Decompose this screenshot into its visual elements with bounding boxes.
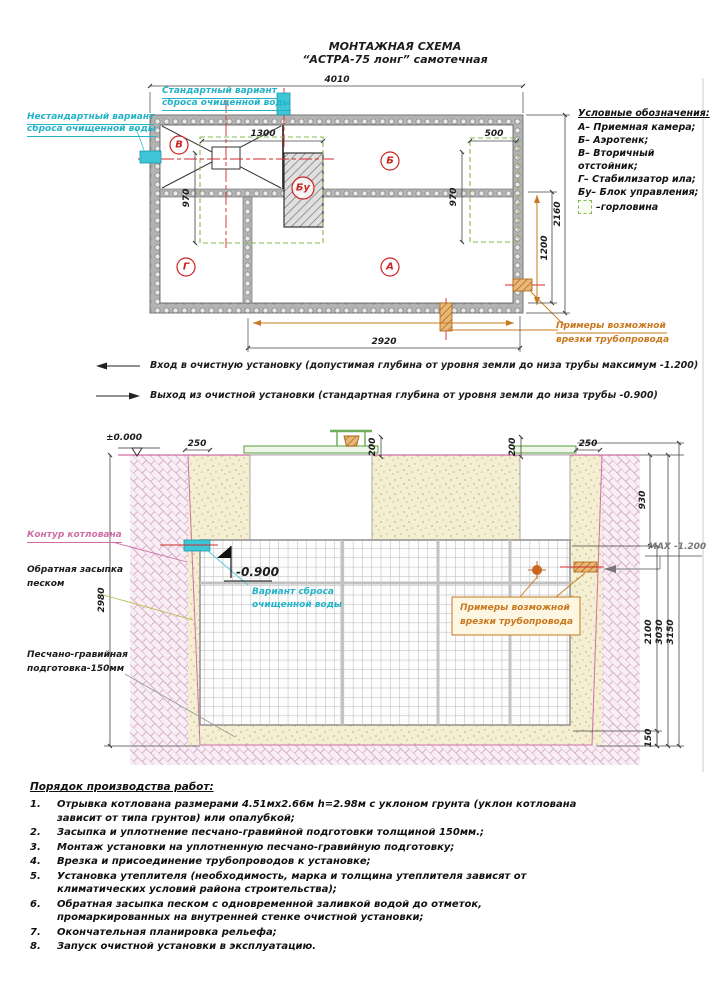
zone-label-v: В: [175, 139, 183, 151]
dim-2920: 2920: [371, 337, 397, 347]
bed-label-line1: Песчано-гравийная: [27, 650, 128, 660]
procedure-item: 6. Обратная засыпка песком с одновременной заливкой водой до отметок, промаркированных на внутренней стенке очистной установки;: [30, 898, 482, 923]
legend: [578, 107, 716, 214]
procedure-item: 4. Врезка и присоединение трубопроводов к установке;: [30, 856, 371, 867]
zone-label-b: Б: [386, 155, 394, 167]
section-view: [97, 431, 702, 765]
legend-title: Условные обозначения:: [578, 108, 710, 119]
procedure-item: 1. Отрывка котлована размерами 4.51мх2.66м h=2.98м с уклоном грунта (уклон котлована зависит от типа грунтов) или опалубкой;: [30, 799, 577, 824]
plan-tapping-label-line1: Примеры возможной: [556, 321, 666, 331]
discharge-option-label-line2: очищенной воды: [252, 600, 343, 610]
dim-200-b: 200: [508, 437, 519, 457]
standard-discharge-label-line1: Стандартный вариант: [162, 87, 277, 99]
pit-contour-label: Контур котлована: [27, 531, 122, 543]
dim-200-a: 200: [368, 437, 379, 457]
sheet-title-line1: МОНТАЖНАЯ СХЕМА: [328, 40, 462, 53]
dim-930: 930: [638, 490, 649, 510]
bed-label-line2: подготовка-150мм: [27, 664, 125, 674]
procedure-item: 8. Запуск очистной установки в эксплуатацию.: [30, 941, 317, 952]
dim-1200: 1200: [540, 235, 551, 261]
section-tapping-label-line2: врезки трубопровода: [460, 617, 574, 627]
level-zero: ±0.000: [106, 433, 143, 443]
dim-970-left: 970: [182, 188, 193, 208]
level-out: -0.900: [236, 565, 279, 579]
legend-item: Бу– Блок управления;: [578, 187, 699, 198]
inlet-note: Вход в очистную установку (допустимая глубина от уровня земли до низа трубы максимум -1.200): [150, 360, 699, 371]
dim-4010: 4010: [324, 75, 350, 85]
legend-item: Г– Стабилизатор ила;: [578, 174, 696, 185]
level-max: MAX -1.200: [648, 542, 707, 552]
discharge-option-label-line1: Вариант сброса: [252, 587, 334, 597]
dim-500: 500: [484, 129, 504, 139]
dim-1300: 1300: [250, 129, 276, 139]
backfill-label-line2: песком: [27, 579, 65, 589]
zone-label-a: А: [386, 261, 394, 273]
legend-neck-item: [578, 200, 716, 214]
dim-2100: 2100: [644, 619, 655, 645]
nonstandard-discharge-label-line1: Нестандартный вариант: [27, 113, 154, 125]
legend-item: Б– Аэротенк;: [578, 135, 649, 146]
work-procedure-title: Порядок производства работ:: [30, 781, 214, 793]
legend-neck-label: –горловина: [596, 201, 659, 213]
outlet-note: Выход из очистной установки (стандартная глубина от уровня земли до низа трубы -0.900): [150, 390, 658, 401]
standard-discharge-label-line2: сброса очищенной воды: [162, 99, 291, 111]
procedure-item: 7. Окончательная планировка рельефа;: [30, 926, 277, 938]
dim-2980: 2980: [97, 587, 108, 613]
dim-970-right: 970: [449, 187, 460, 207]
sheet-title-line2: “АСТРА-75 лонг” самотечная: [302, 53, 488, 66]
procedure-item: 5. Установка утеплителя (необходимость, марка и толщина утеплителя зависят от климатических условий района строительства);: [30, 870, 527, 895]
section-tapping-label-line1: Примеры возможной: [460, 603, 570, 613]
zone-label-g: Г: [182, 261, 190, 273]
backfill-label-line1: Обратная засыпка: [27, 565, 124, 575]
dim-2160: 2160: [553, 201, 564, 227]
neck-symbol-icon: [578, 200, 592, 214]
procedure-item: 2. Засыпка и уплотнение песчано-гравийной подготовки толщиной 150мм.;: [30, 827, 484, 838]
dim-150: 150: [644, 728, 655, 748]
dim-3150: 3150: [666, 619, 677, 645]
plan-tapping-label-line2: врезки трубопровода: [556, 335, 670, 345]
nonstandard-discharge-label-line2: сброса очищенной воды: [27, 125, 156, 137]
work-procedure: [30, 781, 578, 955]
dim-3030: 3030: [655, 619, 666, 645]
legend-item: В– Вторичный отстойник;: [578, 148, 655, 172]
legend-item: А– Приемная камера;: [578, 122, 696, 133]
procedure-item: 3. Монтаж установки на уплотненную песчано-гравийную подготовку;: [30, 841, 455, 853]
dim-250-left: 250: [187, 439, 207, 449]
zone-label-bu: Бу: [295, 182, 311, 194]
dim-250-right: 250: [578, 439, 598, 449]
